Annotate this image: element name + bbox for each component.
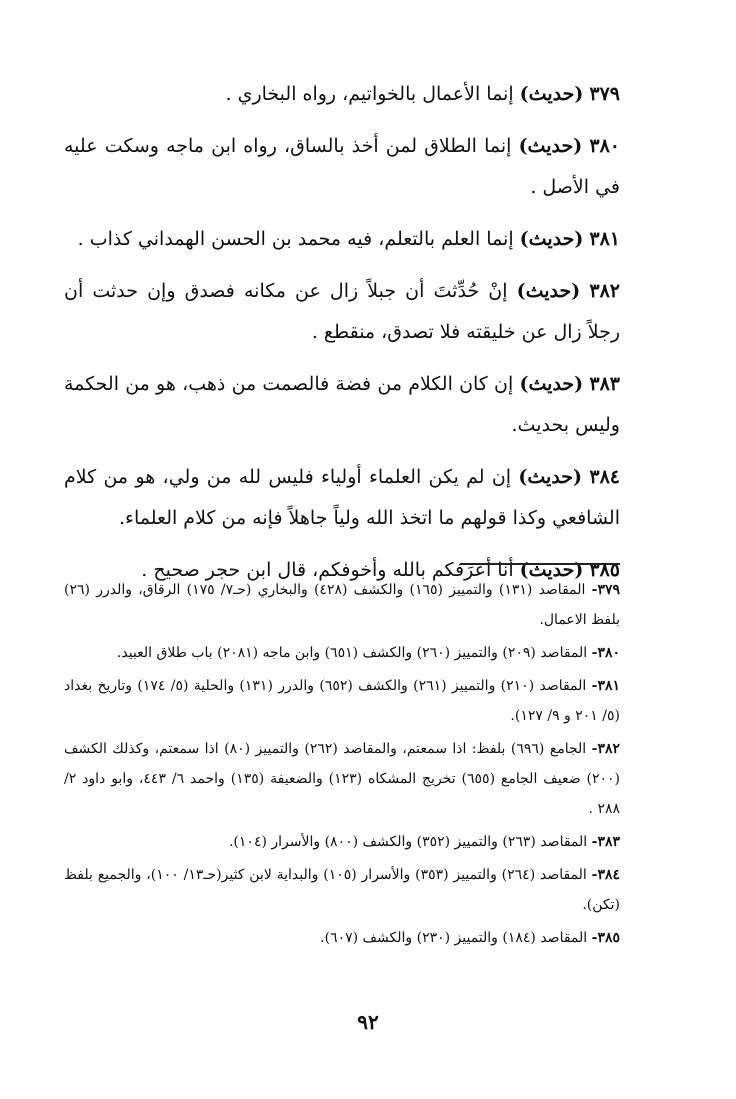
footnote-text: الجامع (٦٩٦) بلفظ: اذا سمعتم، والمقاصد (٢٦٢) والتمييز (٨٠) اذا سمعتم، وكذلك الكشف (٢٠٠) ضعيف الجامع (٦٥٥) تخريج المشكاه (١٢٣) والضعيفة (١٣٥) واحمد ٦/ ٤٤٣، وابو داود ٢/ ٢٨٨ .: [64, 741, 621, 817]
footnote-text: المقاصد (١٨٤) والتمييز (٢٣٠) والكشف (٦٠٧).: [320, 930, 588, 946]
footnote-number: ٣٨٤-: [591, 867, 621, 883]
footnote-text: المقاصد (٢٠٩) والتمييز (٢٦٠) والكشف (٦٥١) وابن ماجه (٢٠٨١) باب طلاق العبيد.: [116, 645, 588, 661]
hadith-number: ٣٨٢: [589, 280, 620, 302]
footnote-text: المقاصد (١٣١) والتمييز (١٦٥) والكشف (٤٢٨) والبخاري (حـ٧/ ١٧٥) الرقاق، والدرر (٢٦) بلفظ الاعمال.: [64, 582, 620, 628]
hadith-entry-380: [64, 126, 620, 208]
hadith-tag: (حديث): [518, 466, 583, 488]
hadith-tag: (حديث): [516, 280, 581, 302]
hadith-number: ٣٧٩: [589, 83, 620, 105]
hadith-number: ٣٨٤: [589, 466, 620, 488]
hadith-tag: (حديث): [519, 228, 584, 250]
footnote-divider: [460, 563, 620, 565]
footnote-385: [64, 923, 620, 953]
footnote-381: [64, 671, 620, 731]
hadith-number: ٣٨٣: [589, 373, 621, 395]
footnote-text: المقاصد (٢٦٣) والتمييز (٣٥٢) والكشف (٨٠٠) والأسرار (١٠٤).: [228, 834, 588, 850]
hadith-text: إنما العلم بالتعلم، فيه محمد بن الحسن الهمداني كذاب .: [77, 228, 514, 250]
footnote-number: ٣٨٥-: [591, 930, 620, 946]
hadith-tag: (حديث): [518, 135, 583, 157]
footnote-382: [64, 734, 620, 824]
footnote-379: [64, 575, 620, 635]
hadith-entry-382: [64, 271, 620, 353]
hadith-text: إنما الطلاق لمن أخذ بالساق، رواه ابن ماجه وسكت عليه في الأصل .: [64, 135, 620, 198]
hadith-tag: (حديث): [519, 559, 584, 581]
footnote-383: [64, 827, 620, 857]
hadith-text: إن كان الكلام من فضة فالصمت من ذهب، هو من الحكمة وليس بحديث.: [64, 373, 620, 436]
footnotes: [64, 575, 620, 956]
hadith-entry-383: [64, 364, 620, 446]
hadith-entry-379: [64, 74, 620, 115]
footnote-380: [64, 638, 620, 668]
hadith-entry-384: [64, 457, 620, 539]
hadith-text: إنْ حُدِّثتَ أن جبلاً زال عن مكانه فصدق وإن حدثت أن رجلاً زال عن خليقته فلا تصدق، منقطع .: [64, 280, 620, 343]
hadith-entry-381: [64, 219, 620, 260]
footnote-text: المقاصد (٢١٠) والتمييز (٢٦١) والكشف (٦٥٢) والدرر (١٣١) والحلية (٥/ ١٧٤) وتاريخ بغداد (٥/ ٢٠١ و ٩/ ١٢٧).: [64, 678, 620, 724]
hadith-list: [64, 74, 620, 602]
hadith-text: إن لم يكن العلماء أولياء فليس لله من ولي، هو من كلام الشافعي وكذا قولهم ما اتخذ الله ولياً جاهلاً فإنه من كلام العلماء.: [64, 466, 620, 529]
page-number: ٩٢: [357, 1010, 379, 1034]
hadith-number: ٣٨١: [589, 228, 620, 250]
hadith-tag: (حديث): [519, 83, 584, 105]
hadith-text: أنا أعرَفكم بالله وأخوفكم، قال ابن حجر صحيح .: [141, 559, 514, 581]
footnote-384: [64, 860, 620, 920]
footnote-number: ٣٨٠-: [591, 645, 620, 661]
hadith-number: ٣٨٥: [589, 559, 620, 581]
hadith-text: إنما الأعمال بالخواتيم، رواه البخاري .: [225, 83, 514, 105]
footnote-number: ٣٨١-: [591, 678, 621, 694]
hadith-tag: (حديث): [519, 373, 584, 395]
hadith-number: ٣٨٠: [589, 135, 620, 157]
footnote-number: ٣٨٢-: [591, 741, 621, 757]
footnote-number: ٣٨٣-: [591, 834, 620, 850]
footnote-number: ٣٧٩-: [591, 582, 621, 598]
footnote-text: المقاصد (٢٦٤) والتمييز (٣٥٣) والأسرار (١٠٥) والبداية لابن كثير(حـ١٣/ ١٠٠)، والجميع بلفظ (تكن).: [64, 867, 620, 913]
